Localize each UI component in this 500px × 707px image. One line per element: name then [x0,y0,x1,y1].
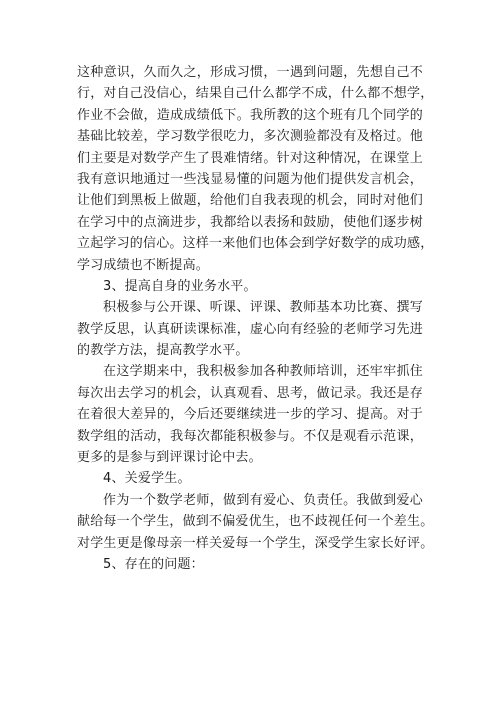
text-line: 在着很大差异的，今后还要继续进一步的学习、提高。对于 [77,407,423,423]
text-line: 每次出去学习的机会，认真观看、思考，做记录。我还是存 [77,385,423,401]
section-heading: 5、存在的问题： [103,556,204,572]
text-line: 立起学习的信心。这样一来他们也体会到学好数学的成功感， [77,236,434,252]
text-line: 在学习中的点滴进步，我都给以表扬和鼓励，使他们逐步树 [77,214,423,230]
text-line: 让他们到黑板上做题，给他们自我表现的机会，同时对他们 [77,193,423,209]
text-line: 我有意识地通过一些浅显易懂的问题为他们提供发言机会， [77,171,423,187]
text-line: 在这学期来中，我积极参加各种教师培训，还牢牢抓住 [103,364,423,380]
text-line: 教学反思，认真研读课标准，虚心向有经验的老师学习先进 [77,321,423,337]
section-heading: 3、提高自身的业务水平。 [103,278,257,294]
text-line: 们主要是对数学产生了畏难情绪。针对这种情况，在课堂上 [77,150,423,166]
document-body [77,62,434,575]
text-line: 这种意识，久而久之，形成习惯，一遇到问题，先想自己不 [77,65,423,80]
text-line: 更多的是参与到评课讨论中去。 [77,450,262,466]
text-line: 作为一个数学老师，做到有爱心、负责任。我做到爱心 [103,492,423,508]
text-line: 基础比较差，学习数学很吃力，多次测验都没有及格过。他 [77,129,423,145]
text-line: 作业不会做，造成成绩低下。我所教的这个班有几个同学的 [77,107,423,123]
text-line: 行，对自己没信心，结果自己什么都学不成，什么都不想学， [77,86,434,102]
text-line: 数学组的活动，我每次都能积极参与。不仅是观看示范课， [77,428,423,444]
text-line: 献给每一个学生，做到不偏爱优生，也不歧视任何一个差生。 [77,514,434,530]
text-line: 学习成绩也不断提高。 [77,257,210,273]
section-heading: 4、关爱学生。 [103,471,191,487]
text-line: 积极参与公开课、听课、评课、教师基本功比赛、撰写 [103,300,423,316]
text-line: 的教学方法，提高教学水平。 [77,343,249,359]
text-line: 对学生更是像母亲一样关爱每一个学生，深受学生家长好评。 [77,535,434,551]
